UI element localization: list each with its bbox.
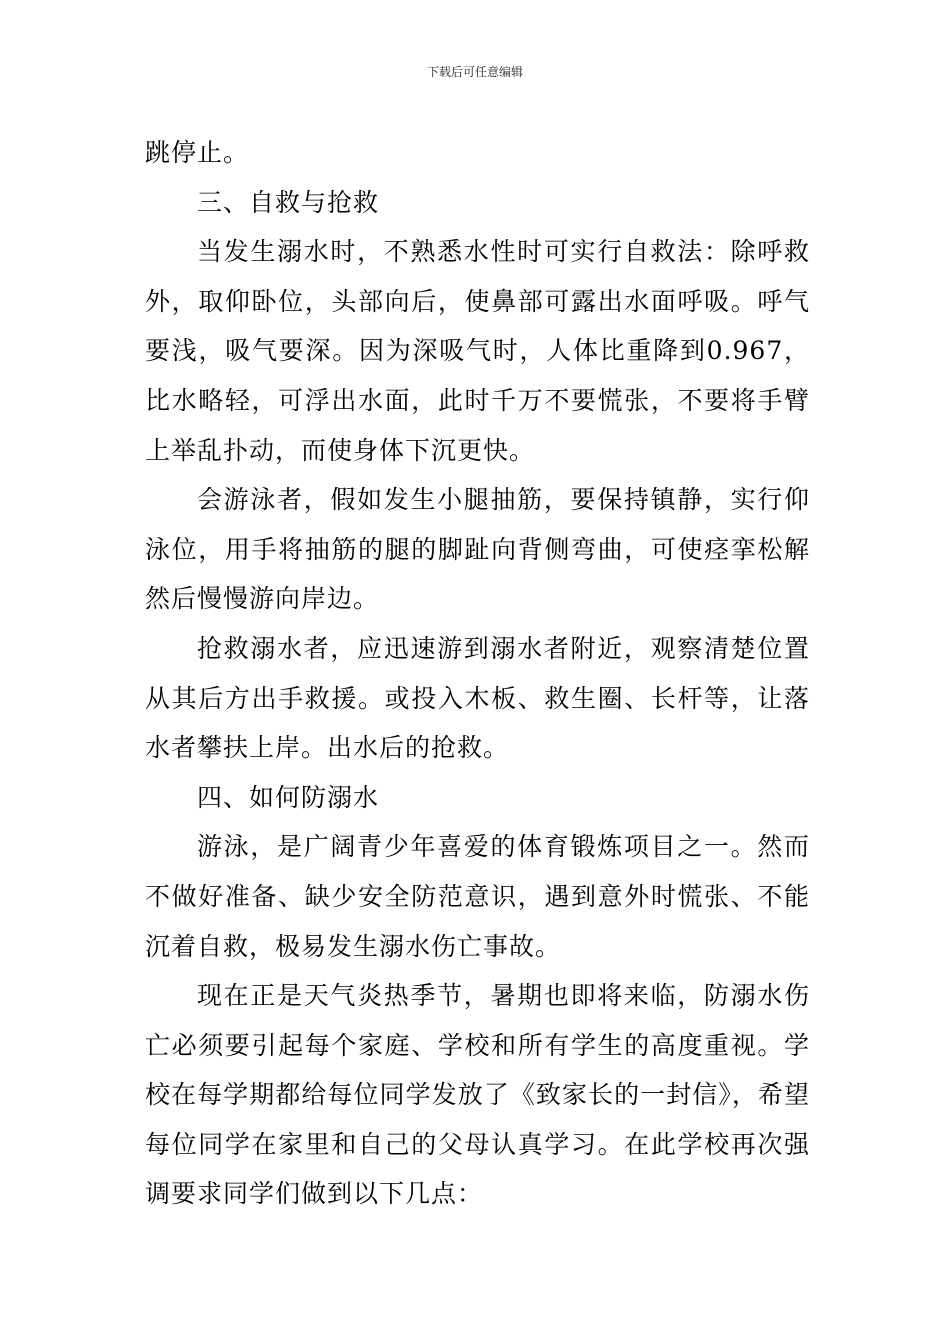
paragraph-continuation: 跳停止。 <box>145 138 250 167</box>
section-heading-self-rescue: 三、自救与抢救 <box>197 187 380 217</box>
paragraph-swimming: 游泳，是广阔青少年喜爱的体育锻炼项目之一。然而不做好准备、缺少安全防范意识，遇到意外时慌张、不能沉着自救，极易发生溺水伤亡事故。 <box>145 832 810 961</box>
paragraph-self-rescue: 当发生溺水时，不熟悉水性时可实行自救法：除呼救外，取仰卧位，头部向后，使鼻部可露出水面呼吸。呼气要浅，吸气要深。因为深吸气时，人体比重降到0.967，比水略轻，可浮出水面，此时千万不要慌张，不要将手臂上举乱扑动，而使身体下沉更快。 <box>145 237 810 465</box>
page-header: 下载后可任意编辑 <box>426 65 523 79</box>
paragraph-summer: 现在正是天气炎热季节，暑期也即将来临，防溺水伤亡必须要引起每个家庭、学校和所有学生的高度重视。学校在每学期都给每位同学发放了《致家长的一封信》，希望每位同学在家里和自己的父母认真学习。在此学校再次强调要求同学们做到以下几点： <box>145 981 810 1209</box>
section-heading-prevention: 四、如何防溺水 <box>197 782 380 812</box>
document-body <box>145 128 810 1219</box>
paragraph-rescue-others: 抢救溺水者，应迅速游到溺水者附近，观察清楚位置从其后方出手救援。或投入木板、救生圈、长杆等，让落水者攀扶上岸。出水后的抢救。 <box>145 633 810 763</box>
paragraph-cramp: 会游泳者，假如发生小腿抽筋，要保持镇静，实行仰泳位，用手将抽筋的腿的脚趾向背侧弯曲，可使痉挛松解然后慢慢游向岸边。 <box>145 485 810 614</box>
